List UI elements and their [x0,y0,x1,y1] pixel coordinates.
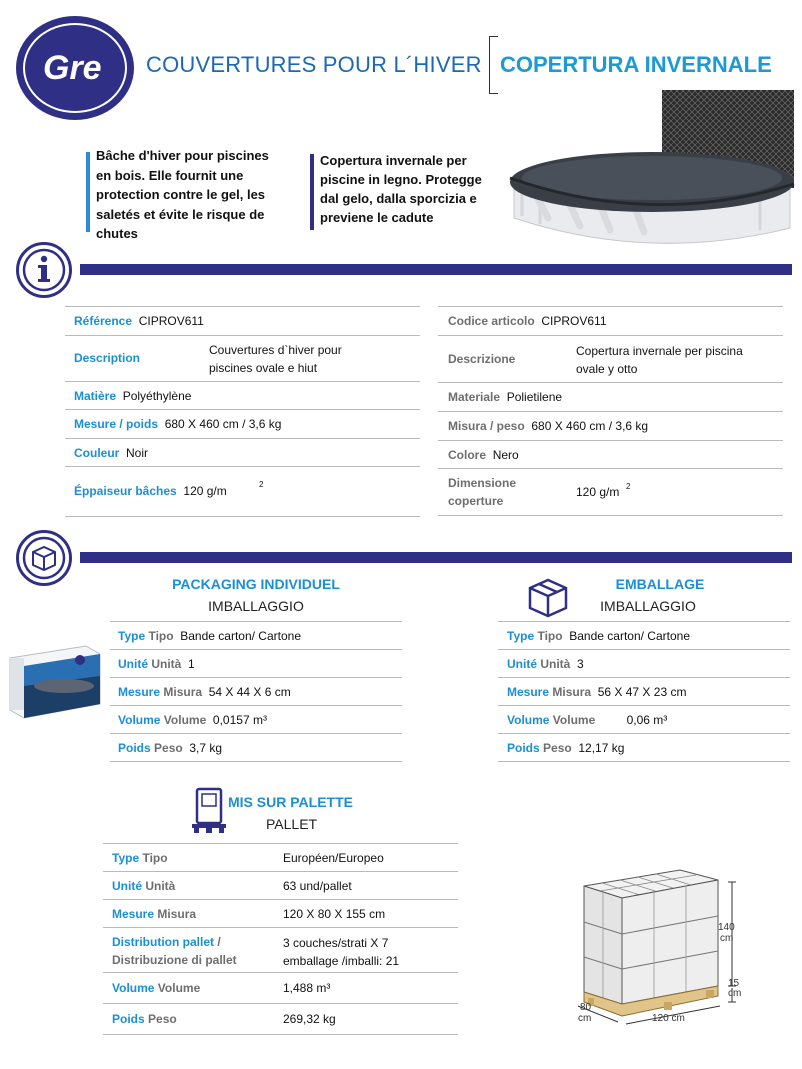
packaging-individual-subtitle: IMBALLAGGIO [208,598,304,614]
thickness-superscript: 2 [259,480,264,489]
intro-fr-line: en bois. Elle fournit une [96,167,244,183]
row-label-it: Peso [543,741,572,755]
bulk-row-unit [498,650,790,678]
bulk-row-volume [498,706,790,734]
row-value: 269,32 kg [283,1012,336,1026]
description-label: Description [74,351,141,365]
thickness-value: 120 g/m [183,484,227,498]
measure-label: Mesure / poids [74,417,159,431]
packaging-row-unit [110,650,402,678]
box-icon [19,533,69,583]
descrizione-value-line: ovale y otto [576,362,638,376]
packaging-row-weight [110,734,402,762]
row-label-fr: Mesure [507,685,550,699]
row-value: 63 und/pallet [283,879,352,893]
pallet-icon [190,786,228,834]
pallet-row-type [103,844,458,872]
row-label-it: Volume [163,713,207,727]
row-label-it: Unità [540,657,571,671]
row-value: 3,7 kg [189,741,223,755]
row-value: 0,0157 m³ [212,713,267,727]
logo-text: Gre [43,49,102,87]
dim-base-unit: cm [728,988,742,999]
title-italian: COPERTURA INVERNALE [500,52,772,77]
row-value: 120 X 80 X 155 cm [283,907,386,921]
info-row-misura [438,412,783,441]
row-value: 56 X 47 X 23 cm [597,685,687,699]
dim-height-value: 140 [718,922,735,933]
dimensione-superscript: 2 [626,482,631,491]
row-label-fr: Poids [112,1012,145,1026]
pallet-row-weight [103,1004,458,1035]
info-icon [19,245,69,295]
intro-fr-line: saletés et évite le risque de [96,206,265,222]
intro-it-line: dal gelo, dalla sporcizia e [320,191,477,206]
info-row-description [65,336,420,382]
pallet-row-distribution [103,928,458,973]
dim-depth-unit: cm [578,1013,592,1024]
row-label-fr: Poids [507,741,540,755]
row-label-fr: Unité [118,657,148,671]
row-label-fr: Mesure [118,685,161,699]
row-value: 1,488 m³ [283,981,331,995]
material-value: Polyéthylène [122,389,192,403]
packaging-section-bar [80,552,792,563]
colore-label: Colore [448,448,487,462]
packaging-row-type [110,622,402,650]
intro-it-line: previene le cadute [320,210,434,225]
misura-label: Misura / peso [448,419,525,433]
row-value: 3 [577,657,584,671]
pallet-illustration [560,856,756,1046]
row-value: emballage /imballi: 21 [283,954,400,968]
packaging-row-measure [110,678,402,706]
row-label-fr: Volume [118,713,161,727]
row-label-it: Unità [151,657,182,671]
pallet-row-measure [103,900,458,928]
description-value-line: Couvertures d`hiver pour [209,343,342,357]
row-label-it: Volume [157,981,201,995]
dim-height-unit: cm [720,933,734,944]
bulk-row-type [498,622,790,650]
row-value: 54 X 44 X 6 cm [208,685,291,699]
row-value: Bande carton/ Cartone [180,629,301,643]
intro-fr-line: Bâche d'hiver pour piscines [96,148,269,163]
info-row-colore [438,441,783,469]
reference-value: CIPROV611 [138,314,204,328]
intro-fr-line: chutes [96,226,138,241]
materiale-label: Materiale [448,390,501,404]
row-label-it: Tipo [537,629,563,643]
row-label-it: Peso [148,1012,177,1026]
row-label-fr: Volume [507,713,550,727]
row-label-it: Tipo [148,629,174,643]
product-box-image [6,640,102,724]
description-value-line: piscines ovale e hiut [209,361,318,375]
intro-fr-accent-bar [86,152,90,232]
thickness-label: Éppaiseur bâches [74,484,177,498]
color-label: Couleur [74,446,120,460]
row-value: Bande carton/ Cartone [569,629,690,643]
row-label-fr: Poids [118,741,151,755]
dim-base-value: 15 [728,978,740,989]
row-label-it: Unità [145,879,176,893]
info-row-color [65,439,420,467]
row-label-fr: Unité [507,657,537,671]
row-label-fr: Type [118,629,146,643]
descrizione-label: Descrizione [448,352,516,366]
dimensione-label-line: coperture [448,494,504,508]
reference-label: Référence [74,314,133,328]
row-label-it: Misura [157,907,197,921]
measure-value: 680 X 460 cm / 3,6 kg [164,417,282,431]
title-bracket [489,36,498,94]
codice-value: CIPROV611 [541,314,607,328]
row-value: 12,17 kg [578,741,625,755]
dim-depth-value: 80 [580,1002,592,1013]
colore-value: Nero [492,448,519,462]
packaging-row-volume [110,706,402,734]
bulk-row-measure [498,678,790,706]
box-icon [526,576,570,618]
dim-width: 120 cm [652,1013,685,1024]
intro-fr-line: protection contre le gel, les [96,187,266,202]
row-label-fr: Volume [112,981,155,995]
gre-logo [16,16,134,120]
info-circle [16,242,72,298]
row-value: Européen/Europeo [283,851,384,865]
row-label-fr: Unité [112,879,142,893]
row-value: 3 couches/strati X 7 [283,936,389,950]
row-label-it: Misura [552,685,592,699]
pallet-title: MIS SUR PALETTE [228,794,353,810]
info-row-codice [438,307,783,336]
dimensione-label-line: Dimensione [448,476,517,490]
packaging-bulk-subtitle: IMBALLAGGIO [600,598,696,614]
info-row-material [65,382,420,410]
pallet-row-unit [103,872,458,900]
distribution-label-group: Distribution pallet / Distribuzione di pallet [112,935,237,967]
intro-it-accent-bar [310,154,314,230]
intro-italian [320,151,500,227]
info-row-descrizione [438,336,783,383]
intro-french [96,146,296,244]
bulk-row-weight [498,734,790,762]
info-row-dimensione [438,469,783,516]
intro-it-line: piscine in legno. Protegge [320,172,482,187]
packaging-individual-title: PACKAGING INDIVIDUEL [172,576,340,592]
materiale-value: Polietilene [506,390,563,404]
row-label-it: Peso [154,741,183,755]
color-value: Noir [126,446,149,460]
dimensione-value: 120 g/m [576,485,620,499]
info-section-bar [80,264,792,275]
intro-it-line: Copertura invernale per [320,153,467,168]
packaging-circle [16,530,72,586]
row-label-fr: Type [112,851,140,865]
packaging-bulk-title: EMBALLAGE [615,576,705,592]
row-value: 0,06 m³ [626,713,668,727]
info-row-measure [65,410,420,439]
info-row-reference [65,307,420,336]
pallet-row-volume [103,973,458,1004]
misura-value: 680 X 460 cm / 3,6 kg [531,419,649,433]
row-label-it: Misura [163,685,203,699]
info-row-materiale [438,383,783,412]
row-label-fr: Type [507,629,535,643]
pallet-subtitle: PALLET [266,816,318,832]
info-row-thickness [65,467,420,517]
row-value: 1 [188,657,195,671]
descrizione-value-line: Copertura invernale per piscina [576,344,743,358]
logo-ring [23,23,127,113]
row-label-it: Distribuzione di pallet [112,953,237,967]
title-french: COUVERTURES POUR L´HIVER [146,52,482,77]
row-label-fr: Mesure [112,907,155,921]
row-label-it: Volume [552,713,596,727]
pool-cover-image [500,88,800,256]
row-label-fr: Distribution pallet [112,935,214,949]
row-label-it: Tipo [142,851,168,865]
material-label: Matière [74,389,117,403]
codice-label: Codice articolo [448,314,535,328]
